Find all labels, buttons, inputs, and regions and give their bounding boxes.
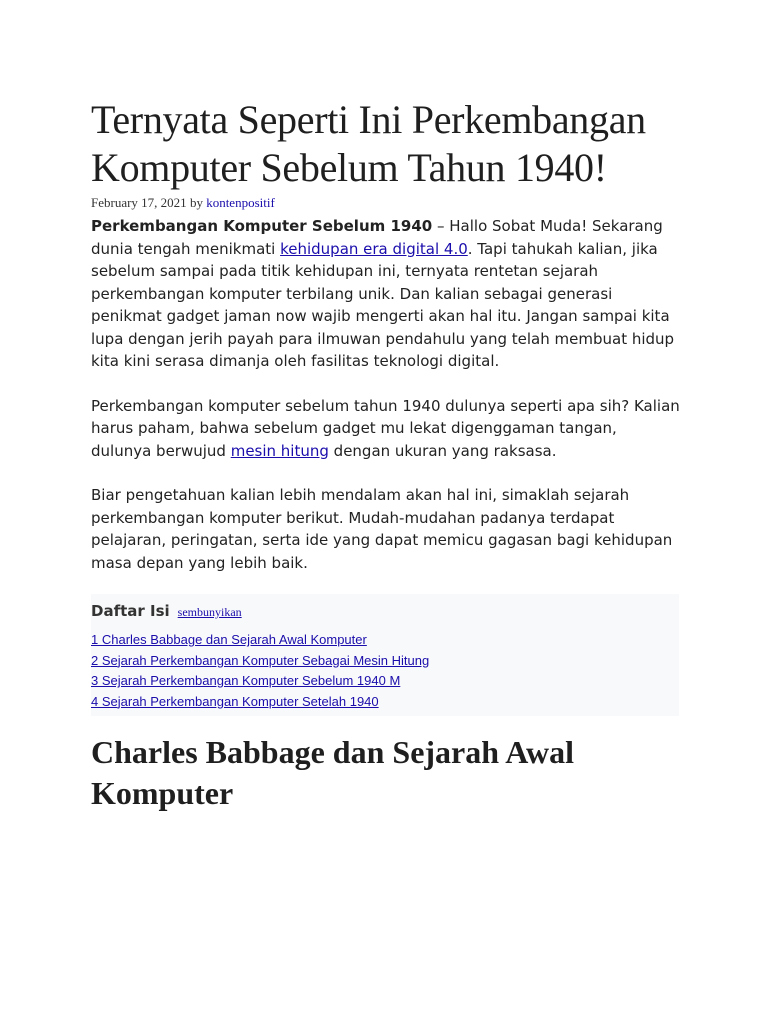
author-link[interactable]: kontenpositif [206,195,275,210]
toc-link-1[interactable]: 1 Charles Babbage dan Sejarah Awal Komputer [91,632,367,647]
toc-item [91,630,679,651]
by-label: by [186,195,207,210]
paragraph-3: Biar pengetahuan kalian lebih mendalam akan hal ini, simaklah sejarah perkembangan komputer berikut. Mudah-mudahan padanya terdapat pelajaran, peringatan, serta ide yang dapat memicu gagasan bagi kehidupan masa depan yang lebih baik. [91,486,673,572]
toc-item [91,671,679,692]
toc-item [91,651,679,672]
table-of-contents [91,594,679,716]
toc-list [91,630,679,712]
post-date: February 17, 2021 [91,195,187,210]
intro-text-a: – Hallo Sobat Muda! Sekarang dunia tengah menikmati [91,217,663,258]
digital-era-link[interactable]: kehidupan era digital 4.0 [280,239,468,258]
toc-link-3[interactable]: 3 Sejarah Perkembangan Komputer Sebelum 1940 M [91,673,401,688]
p2-text-a: Perkembangan komputer sebelum tahun 1940 dulunya seperti apa sih? Kalian harus paham, bahwa sebelum gadget mu lekat digenggaman tangan, dulunya berwujud [91,396,680,460]
p2-text-b: dengan ukuran yang raksasa. [328,441,557,460]
lead-bold-text: Perkembangan Komputer Sebelum 1940 [91,217,433,235]
paragraph-2 [91,395,681,463]
article-title: Ternyata Seperti Ini Perkembangan Komputer Sebelum Tahun 1940! [91,97,646,190]
article [91,96,681,814]
toc-hide-toggle[interactable]: sembunyikan [177,605,242,619]
section-heading: Charles Babbage dan Sejarah Awal Komputer [91,734,575,811]
toc-link-2[interactable]: 2 Sejarah Perkembangan Komputer Sebagai Mesin Hitung [91,652,430,668]
toc-item [91,692,679,713]
intro-text-b: . Tapi tahukah kalian, jika sebelum sampai pada titik kehidupan ini, ternyata rentetan sejarah perkembangan komputer terbilang unik. Dan kalian sebagai generasi penikmat gadget jaman now wajib mengerti akan hal itu. Jangan sampai kita lupa dengan jerih payah para ilmuwan pendahulu yang telah membuat hidup kita kini serasa dimanja oleh fasilitas teknologi digital. [91,239,675,370]
intro-paragraph [91,215,681,373]
toc-header [91,602,679,620]
post-meta [91,195,681,211]
calculator-link[interactable]: mesin hitung [230,441,329,460]
toc-title: Daftar Isi [91,602,170,620]
toc-link-4[interactable]: 4 Sejarah Perkembangan Komputer Setelah 1940 [91,693,379,709]
